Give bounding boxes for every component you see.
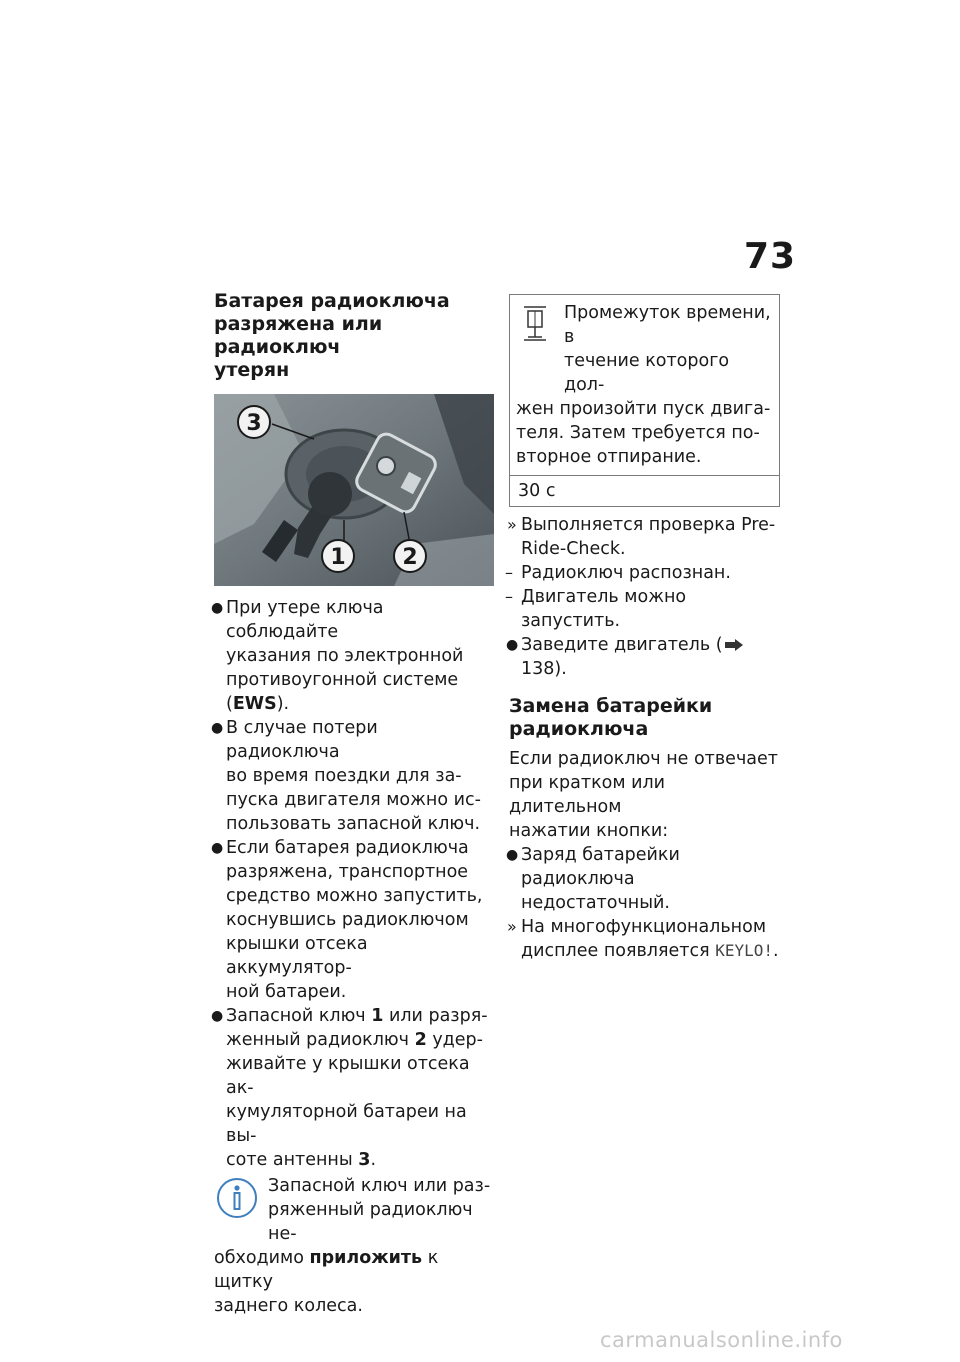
dash-icon: – (505, 563, 513, 582)
stopwatch-icon (522, 305, 548, 341)
result-item: » На многофункциональном дисплее появляется KEYLO!. (507, 917, 779, 961)
bullet-icon: ● (506, 637, 519, 653)
timing-description: Промежуток времени, в течение которого дол- жен произойти пуск двига- теля. Затем требуется по- вторное отпирание. (510, 295, 779, 476)
result-arrow-icon: » (507, 515, 517, 534)
left-column (211, 290, 494, 1318)
result-item: » Выполняется проверка Pre- Ride-Check. (507, 515, 776, 559)
callout-1: 1 (330, 545, 346, 570)
timing-table (509, 294, 780, 507)
page-reference-link[interactable]: 138 (521, 659, 555, 679)
callout-2: 2 (402, 545, 418, 570)
condition-item: – Радиоключ распознан. (505, 563, 731, 583)
dash-icon: – (505, 587, 513, 606)
key-photo (214, 394, 494, 586)
bullet-icon: ● (211, 840, 224, 856)
bullet-icon: ● (506, 847, 519, 863)
bullet-item: ● Заведите двигатель (138). (509, 633, 781, 681)
callout-3: 3 (246, 411, 262, 436)
section-heading-battery-replacement: Замена батарейки радиоключа (509, 695, 713, 740)
condition-item: – Двигатель можно запустить. (505, 587, 687, 631)
bullet-item: ● Если батарея радиоключа разряжена, транспортное средство можно запустить, коснувшись радиоключом крышки отсека аккумулятор- ной батареи. (211, 838, 483, 1002)
bullet-icon: ● (211, 1008, 224, 1024)
bullet-item: ● Запасной ключ 1 или разря- женный радиоключ 2 удер- живайте у крышки отсека ак- кумуляторной батареи на вы- соте антенны 3. (211, 1006, 488, 1170)
result-arrow-icon: » (507, 917, 517, 936)
ews-label: EWS (232, 694, 277, 714)
info-icon (214, 1176, 260, 1220)
page-number: 73 (744, 236, 797, 277)
watermark: carmanualsonline.info (600, 1328, 843, 1352)
apply-emphasis: приложить (309, 1248, 423, 1268)
bullet-item: ● При утере ключа соблюдайте указания по электронной противоугонной системе (EWS). (211, 598, 464, 714)
bullet-item: ● В случае потери радиоключа во время поездки для за- пуска двигателя можно ис- пользовать запасной ключ. (211, 718, 481, 834)
right-column (505, 294, 781, 963)
page-reference-arrow-icon[interactable] (725, 639, 743, 651)
display-message: KEYLO! (715, 941, 773, 960)
info-note: Запасной ключ или раз- ряженный радиоключ не- обходимо приложить к щитку заднего колеса. (214, 1176, 491, 1316)
bullet-icon: ● (211, 600, 224, 616)
section-heading-lost-key: Батарея радиоключа разряжена или радиоключ утерян (214, 290, 450, 381)
bullet-item: ● Заряд батарейки радиоключа недостаточный. (506, 845, 680, 913)
paragraph: Если радиоключ не отвечает при кратком или длительном нажатии кнопки: (509, 749, 778, 841)
bullet-icon: ● (211, 720, 224, 736)
timing-value: 30 с (518, 481, 556, 501)
